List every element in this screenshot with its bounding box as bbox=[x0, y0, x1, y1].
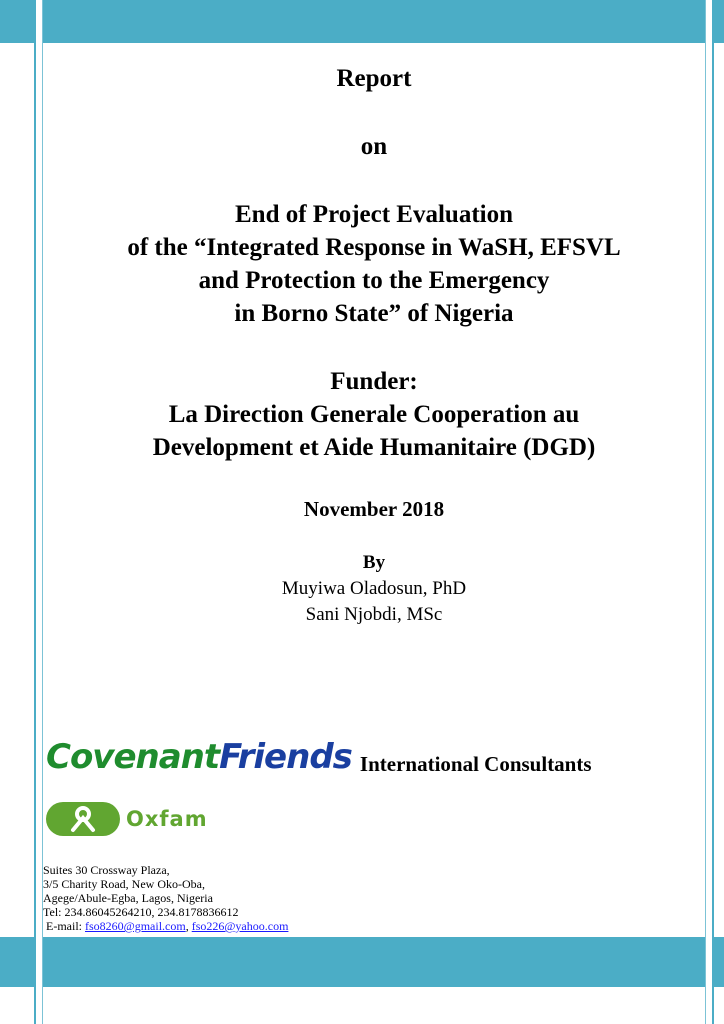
report-title: Report bbox=[336, 65, 412, 92]
frame-corner-top-left bbox=[0, 0, 34, 43]
evaluation-title-line: of the “Integrated Response in WaSH, EFSVL bbox=[127, 234, 621, 261]
consultant-tagline: International Consultants bbox=[359, 751, 592, 776]
oxfam-emblem-icon bbox=[46, 802, 120, 836]
logo-word-friends: Friends bbox=[219, 737, 352, 777]
frame-band-top bbox=[42, 0, 705, 43]
logo-word-covenant: Covenant bbox=[46, 737, 220, 777]
address-line: Suites 30 Crossway Plaza, bbox=[43, 863, 170, 877]
oxfam-wordmark: Oxfam bbox=[126, 807, 208, 831]
frame-corner-top-right bbox=[714, 0, 724, 43]
email-link-gmail[interactable]: fso8260@gmail.com bbox=[85, 919, 186, 933]
report-date: November 2018 bbox=[303, 497, 445, 521]
contact-address bbox=[43, 863, 288, 933]
byline-label: By bbox=[362, 552, 386, 573]
frame-line-left bbox=[34, 0, 36, 1024]
funder-block bbox=[43, 365, 705, 464]
evaluation-title-line: in Borno State” of Nigeria bbox=[234, 300, 514, 327]
address-line: 3/5 Charity Road, New Oko-Oba, bbox=[43, 877, 205, 891]
evaluation-title bbox=[43, 198, 705, 330]
author-name: Muyiwa Oladosun, PhD bbox=[281, 578, 467, 599]
frame-corner-bottom-right bbox=[714, 937, 724, 987]
oxfam-logo bbox=[46, 802, 208, 836]
funder-line: Development et Aide Humanitaire (DGD) bbox=[152, 434, 596, 461]
email-line: E-mail: fso8260@gmail.com, fso226@yahoo.com bbox=[46, 919, 289, 933]
author-name: Sani Njobdi, MSc bbox=[305, 604, 443, 625]
address-line: Tel: 234.86045264210, 234.8178836612 bbox=[43, 905, 239, 919]
funder-line: La Direction Generale Cooperation au bbox=[168, 401, 580, 428]
funder-label: Funder: bbox=[330, 368, 418, 395]
frame-line-right-inner bbox=[705, 0, 706, 1024]
address-line: Agege/Abule-Egba, Lagos, Nigeria bbox=[43, 891, 213, 905]
evaluation-title-line: End of Project Evaluation bbox=[234, 201, 513, 228]
email-link-yahoo[interactable]: fso226@yahoo.com bbox=[191, 919, 289, 933]
frame-line-right bbox=[712, 0, 714, 1024]
frame-corner-bottom-left bbox=[0, 937, 34, 987]
frame-band-bottom bbox=[42, 937, 705, 987]
email-label: E-mail: bbox=[46, 919, 82, 933]
consultant-brand bbox=[46, 735, 592, 779]
evaluation-title-line: and Protection to the Emergency bbox=[198, 267, 550, 294]
covenant-friends-logo bbox=[46, 737, 352, 777]
report-subtitle-on: on bbox=[360, 133, 388, 160]
